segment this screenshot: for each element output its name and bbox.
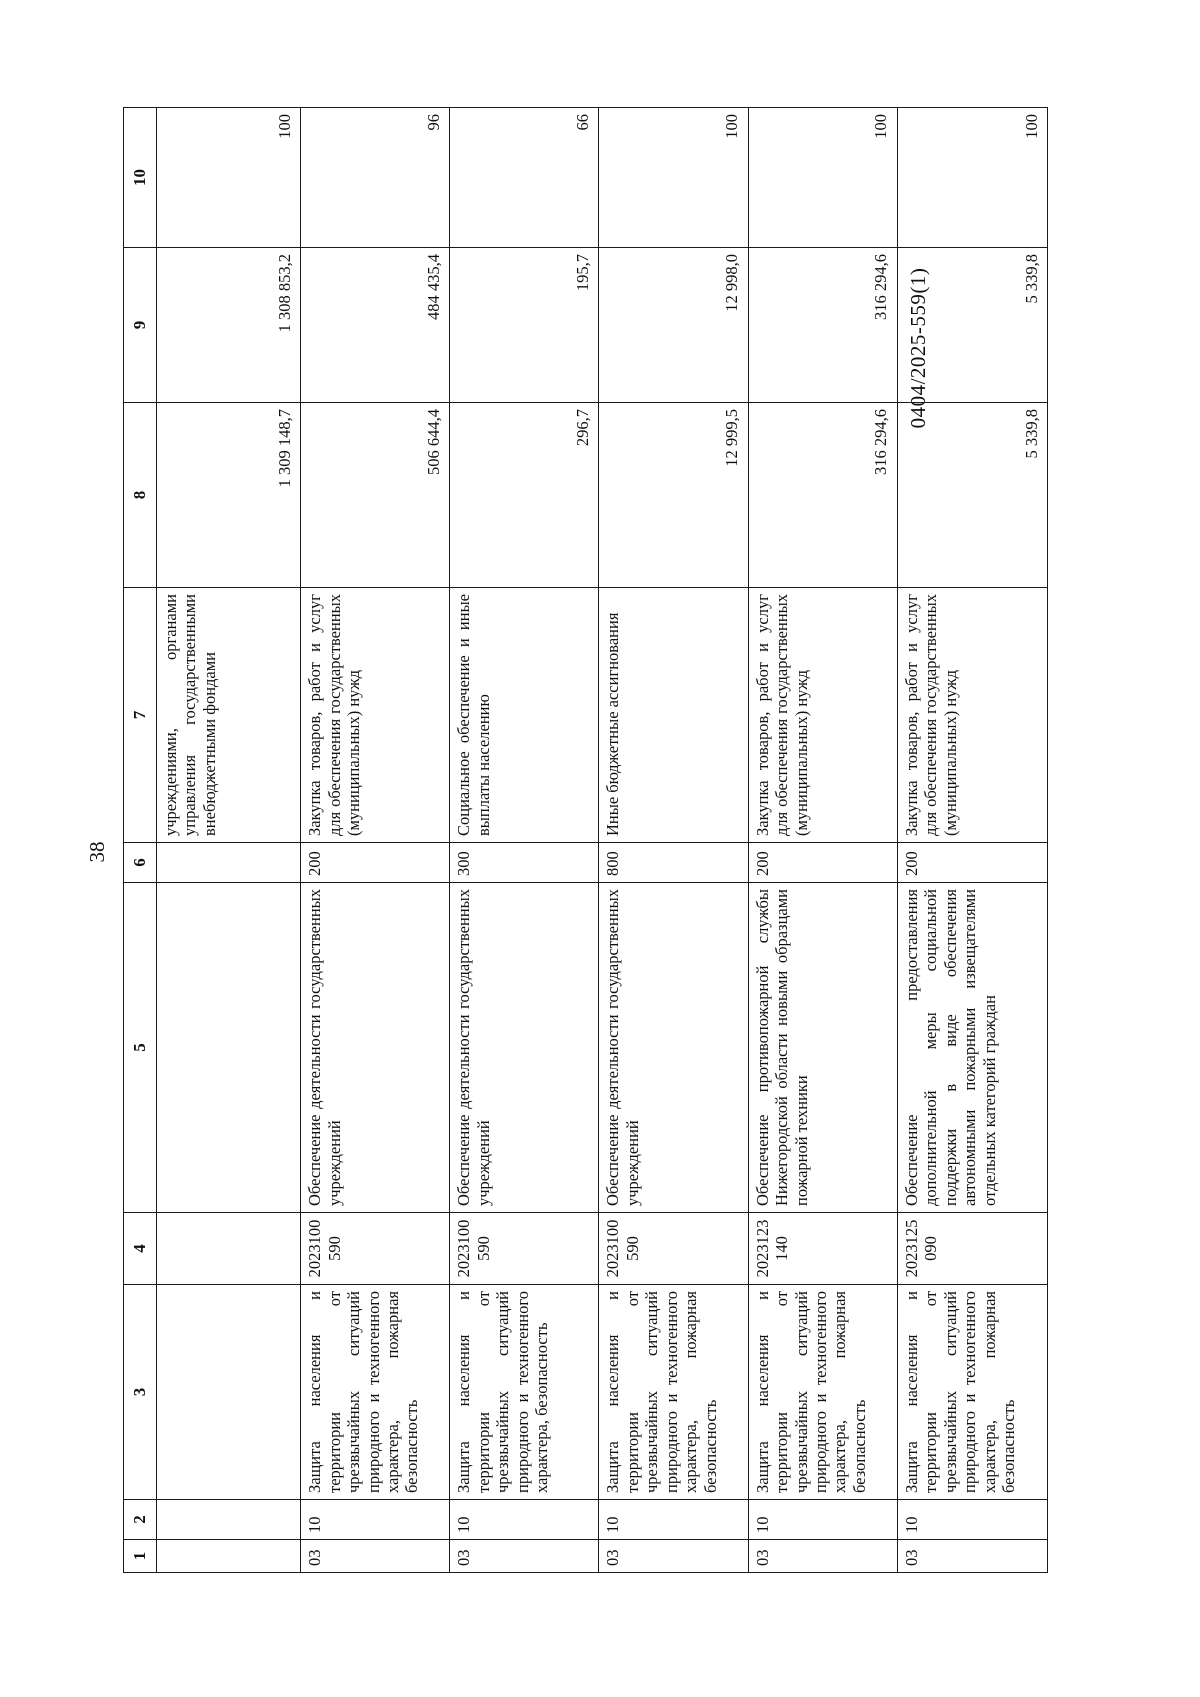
planned-amount: 12 999,5 (599, 403, 748, 588)
header-col-7: 7 (124, 588, 157, 843)
header-col-2: 2 (124, 1500, 157, 1540)
execution-percent: 96 (301, 108, 450, 248)
subsection-code: 10 (450, 1500, 599, 1540)
expense-type-code: 200 (748, 843, 897, 883)
section-name: Защита населения и территории от чрезвычайных ситуаций природного и техногенного характера, пожарная безопасность (897, 1285, 1047, 1500)
planned-amount: 506 644,4 (301, 403, 450, 588)
section-name: Защита населения и территории от чрезвычайных ситуаций природного и техногенного характера, безопасность (450, 1285, 599, 1500)
header-col-1: 1 (124, 1540, 157, 1573)
expense-type-code: 200 (301, 843, 450, 883)
page-number: 38 (84, 841, 109, 863)
table-row (897, 108, 1047, 1573)
budget-table (123, 107, 1048, 1573)
header-col-8: 8 (124, 403, 157, 588)
target-article-name: Обеспечение противопожарной службы Нижегородской области новыми образцами пожарной техники (748, 883, 897, 1213)
expense-type: учреждениями, органами управления государственными внебюджетными фондами (157, 588, 301, 843)
section-name: Защита населения и территории от чрезвычайных ситуаций природного и техногенного характера, пожарная безопасность (301, 1285, 450, 1500)
header-row (124, 108, 157, 1573)
section-code: 03 (599, 1540, 748, 1573)
actual-amount: 12 998,0 (599, 248, 748, 403)
expense-type: Закупка товаров, работ и услуг для обеспечения государственных (муниципальных) нужд (897, 588, 1047, 843)
section-code: 03 (748, 1540, 897, 1573)
header-col-10: 10 (124, 108, 157, 248)
actual-amount: 5 339,8 (897, 248, 1047, 403)
target-article-code: 2023100 590 (599, 1213, 748, 1285)
subsection-code: 10 (748, 1500, 897, 1540)
planned-amount: 316 294,6 (748, 403, 897, 588)
execution-percent: 100 (748, 108, 897, 248)
subsection-code: 10 (897, 1500, 1047, 1540)
actual-amount: 484 435,4 (301, 248, 450, 403)
execution-percent: 100 (599, 108, 748, 248)
table-row (301, 108, 450, 1573)
expense-type: Социальное обеспечение и иные выплаты населению (450, 588, 599, 843)
section-code: 03 (301, 1540, 450, 1573)
actual-amount: 195,7 (450, 248, 599, 403)
planned-amount: 1 309 148,7 (157, 403, 301, 588)
execution-percent: 66 (450, 108, 599, 248)
header-col-9: 9 (124, 248, 157, 403)
header-col-5: 5 (124, 883, 157, 1213)
continuation-row (157, 108, 301, 1573)
table-row (748, 108, 897, 1573)
actual-amount: 316 294,6 (748, 248, 897, 403)
section-name: Защита населения и территории от чрезвычайных ситуаций природного и техногенного характера, пожарная безопасность (748, 1285, 897, 1500)
document-code: 0404/2025-559(1) (905, 267, 930, 429)
section-code: 03 (897, 1540, 1047, 1573)
target-article-code: 2023100 590 (301, 1213, 450, 1285)
planned-amount: 296,7 (450, 403, 599, 588)
target-article-code: 2023125 090 (897, 1213, 1047, 1285)
actual-amount: 1 308 853,2 (157, 248, 301, 403)
subsection-code: 10 (599, 1500, 748, 1540)
expense-type: Закупка товаров, работ и услуг для обеспечения государственных (муниципальных) нужд (748, 588, 897, 843)
header-col-4: 4 (124, 1213, 157, 1285)
target-article-name: Обеспечение деятельности государственных учреждений (450, 883, 599, 1213)
expense-type: Закупка товаров, работ и услуг для обеспечения государственных (муниципальных) нужд (301, 588, 450, 843)
execution-percent: 100 (897, 108, 1047, 248)
subsection-code: 10 (301, 1500, 450, 1540)
expense-type: Иные бюджетные ассигнования (599, 588, 748, 843)
section-code: 03 (450, 1540, 599, 1573)
budget-table-container (123, 108, 1048, 1573)
target-article-name: Обеспечение предоставления дополнительной меры социальной поддержки в виде обеспечения автономными пожарными извещателями отдельных категорий граждан (897, 883, 1047, 1213)
target-article-name: Обеспечение деятельности государственных учреждений (599, 883, 748, 1213)
expense-type-code: 200 (897, 843, 1047, 883)
table-row (599, 108, 748, 1573)
expense-type-code: 300 (450, 843, 599, 883)
execution-percent: 100 (157, 108, 301, 248)
target-article-code: 2023123 140 (748, 1213, 897, 1285)
section-name: Защита населения и территории от чрезвычайных ситуаций природного и техногенного характера, пожарная безопасность (599, 1285, 748, 1500)
table-row (450, 108, 599, 1573)
target-article-code: 2023100 590 (450, 1213, 599, 1285)
expense-type-code: 800 (599, 843, 748, 883)
target-article-name: Обеспечение деятельности государственных учреждений (301, 883, 450, 1213)
planned-amount: 5 339,8 (897, 403, 1047, 588)
header-col-6: 6 (124, 843, 157, 883)
header-col-3: 3 (124, 1285, 157, 1500)
